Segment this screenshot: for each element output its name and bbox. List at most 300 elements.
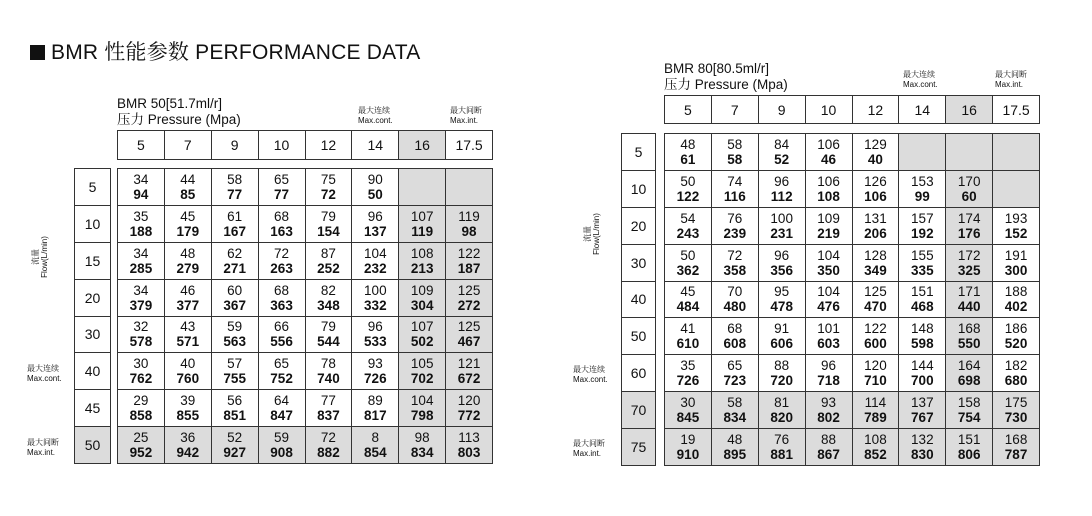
torque-value: 834	[410, 445, 434, 461]
flow-cell: 40	[622, 281, 656, 318]
speed-value: 34	[133, 282, 149, 298]
speed-value: 65	[274, 171, 290, 187]
torque-value: 845	[676, 410, 700, 426]
pressure-cell: 17.5	[993, 96, 1040, 124]
flow-row	[622, 170, 656, 207]
data-cell	[211, 353, 258, 390]
speed-value: 157	[911, 210, 934, 226]
bmr80-row-max-int-caption	[573, 439, 605, 459]
torque-value: 867	[817, 447, 840, 462]
speed-value: 107	[410, 319, 434, 335]
bmr50-max-int-en: Max.int.	[450, 116, 479, 125]
speed-value: 50	[680, 173, 696, 189]
data-cell	[446, 316, 493, 353]
speed-value: 122	[457, 245, 481, 261]
data-cell	[899, 392, 946, 429]
speed-value: 96	[774, 247, 790, 263]
data-cell	[711, 281, 758, 318]
flow-row	[75, 205, 111, 242]
speed-value: 58	[727, 136, 743, 152]
speed-value: 48	[680, 136, 696, 152]
speed-value: 108	[410, 245, 434, 261]
flow-row	[75, 316, 111, 353]
data-cell	[258, 390, 305, 427]
data-cell	[446, 390, 493, 427]
torque-value: 610	[676, 336, 700, 352]
pressure-cell: 16	[399, 131, 446, 160]
torque-value: 806	[957, 447, 981, 462]
speed-value: 35	[680, 358, 696, 374]
bmr50-pressure-label: 压力 Pressure (Mpa)	[117, 112, 241, 127]
torque-value: 726	[676, 373, 700, 389]
torque-value: 356	[770, 262, 793, 278]
data-cell	[946, 134, 993, 171]
data-cell	[164, 205, 211, 242]
pressure-header-row	[118, 131, 493, 160]
speed-value: 119	[458, 208, 480, 224]
data-cell	[446, 279, 493, 316]
data-cell	[352, 279, 399, 316]
data-cell	[352, 205, 399, 242]
torque-value: 349	[864, 262, 887, 278]
torque-value: 952	[129, 445, 153, 461]
torque-value: 116	[723, 188, 746, 204]
bmr80-col-max-int-caption	[995, 70, 1027, 90]
speed-value: 125	[864, 284, 887, 300]
speed-value: 168	[957, 321, 981, 337]
torque-value: 882	[317, 445, 340, 461]
table-row	[118, 242, 493, 279]
flow-cell: 45	[75, 390, 111, 427]
speed-value: 91	[774, 321, 790, 337]
data-cell	[758, 392, 805, 429]
flow-cell: 5	[622, 134, 656, 171]
speed-value: 125	[457, 282, 481, 298]
speed-value: 132	[911, 432, 934, 447]
speed-value: 44	[180, 171, 196, 187]
speed-value: 96	[367, 208, 383, 224]
data-cell	[665, 318, 712, 355]
flow-cell: 10	[622, 170, 656, 207]
speed-value: 70	[727, 284, 743, 300]
flow-row	[622, 318, 656, 355]
torque-value: 335	[911, 262, 934, 278]
speed-value: 56	[227, 393, 243, 409]
torque-value: 720	[770, 373, 793, 389]
data-cell	[446, 353, 493, 390]
data-cell	[758, 170, 805, 207]
data-cell	[118, 279, 165, 316]
speed-value: 96	[367, 319, 383, 335]
torque-value: 243	[676, 225, 700, 241]
bmr50-col-max-cont-caption	[358, 106, 393, 126]
bmr50-flow-en: Flow(L/min)	[40, 236, 49, 278]
pressure-cell: 17.5	[446, 131, 493, 160]
data-cell	[993, 318, 1040, 355]
data-cell	[665, 429, 712, 466]
torque-value: 603	[817, 336, 840, 352]
torque-value: 480	[723, 299, 747, 315]
speed-value: 104	[817, 284, 840, 300]
flow-cell: 50	[622, 318, 656, 355]
data-cell	[211, 390, 258, 427]
torque-value: 188	[129, 223, 153, 239]
torque-value: 608	[723, 336, 747, 352]
torque-value: 802	[817, 410, 840, 426]
flow-row	[75, 279, 111, 316]
torque-value: 798	[410, 408, 434, 424]
data-cell	[305, 427, 352, 464]
torque-value: 379	[129, 297, 153, 313]
data-cell	[805, 244, 852, 281]
data-cell	[258, 353, 305, 390]
data-cell	[711, 355, 758, 392]
speed-value: 104	[410, 393, 434, 409]
data-cell	[805, 281, 852, 318]
data-cell	[805, 134, 852, 171]
data-cell	[305, 205, 352, 242]
torque-value: 167	[223, 223, 246, 239]
data-cell	[211, 316, 258, 353]
bmr80-model-name: BMR 80[80.5ml/r]	[664, 61, 770, 76]
torque-value: 98	[461, 223, 477, 239]
data-cell	[805, 318, 852, 355]
flow-cell: 30	[622, 244, 656, 281]
torque-value: 772	[457, 408, 481, 424]
torque-value: 754	[957, 410, 981, 426]
bmr50-row-max-int-caption	[27, 438, 59, 458]
speed-value: 19	[680, 432, 696, 447]
data-cell	[305, 353, 352, 390]
speed-value: 60	[227, 282, 243, 298]
speed-value: 100	[770, 210, 793, 226]
data-cell	[665, 355, 712, 392]
torque-value: 363	[270, 297, 293, 313]
bmr50-max-int-cn: 最大间断	[450, 106, 482, 115]
torque-value: 187	[457, 260, 481, 276]
speed-value: 193	[1004, 210, 1028, 226]
speed-value: 57	[227, 356, 243, 372]
torque-value: 239	[723, 225, 747, 241]
pressure-cell: 7	[711, 96, 758, 124]
torque-value: 834	[723, 410, 747, 426]
bmr80-row-max-int-en: Max.int.	[573, 449, 602, 458]
data-cell	[946, 244, 993, 281]
speed-value: 34	[133, 245, 149, 261]
speed-value: 40	[180, 356, 196, 372]
data-cell	[118, 205, 165, 242]
data-cell	[946, 392, 993, 429]
bmr80-flow-cn: 流量	[583, 226, 592, 242]
speed-value: 65	[274, 356, 290, 372]
data-cell	[758, 244, 805, 281]
torque-value: 484	[676, 299, 700, 315]
bmr80-max-int-cn: 最大间断	[995, 70, 1027, 79]
torque-value: 760	[176, 371, 200, 387]
data-cell	[899, 355, 946, 392]
speed-value: 54	[680, 210, 696, 226]
data-cell	[946, 429, 993, 466]
bmr80-max-cont-cn: 最大连续	[903, 70, 935, 79]
speed-value: 186	[1004, 321, 1028, 337]
bmr50-row-max-cont-en: Max.cont.	[27, 374, 62, 383]
data-cell	[899, 170, 946, 207]
speed-value: 43	[180, 319, 196, 335]
torque-value: 163	[270, 223, 293, 239]
data-cell	[711, 318, 758, 355]
speed-value: 79	[320, 319, 336, 335]
speed-value: 79	[320, 208, 336, 224]
flow-row	[622, 429, 656, 466]
speed-value: 68	[274, 208, 290, 224]
torque-value: 52	[774, 151, 790, 167]
torque-value: 520	[1004, 336, 1028, 352]
speed-value: 36	[180, 430, 196, 446]
torque-value: 908	[270, 445, 293, 461]
torque-value: 219	[817, 225, 840, 241]
flow-cell: 60	[622, 355, 656, 392]
torque-value: 468	[911, 299, 934, 315]
data-cell	[352, 427, 399, 464]
flow-cell: 5	[75, 169, 111, 206]
torque-value: 698	[957, 373, 981, 389]
speed-value: 30	[680, 395, 696, 411]
data-cell	[852, 170, 899, 207]
data-cell	[852, 355, 899, 392]
speed-value: 50	[680, 247, 696, 263]
table-row	[665, 429, 1040, 466]
data-cell	[399, 427, 446, 464]
torque-value: 279	[176, 260, 200, 276]
data-cell	[399, 353, 446, 390]
torque-value: 476	[817, 299, 840, 315]
torque-value: 847	[270, 408, 293, 424]
torque-value: 152	[1004, 225, 1028, 241]
speed-value: 62	[227, 245, 243, 261]
torque-value: 192	[911, 225, 934, 241]
table-row	[665, 392, 1040, 429]
speed-value: 122	[864, 321, 887, 337]
speed-value: 30	[133, 356, 149, 372]
torque-value: 232	[364, 260, 387, 276]
torque-value: 710	[864, 373, 887, 389]
torque-value: 544	[317, 334, 340, 350]
torque-value: 855	[176, 408, 200, 424]
speed-value: 65	[727, 358, 743, 374]
flow-row	[622, 281, 656, 318]
data-cell	[352, 316, 399, 353]
speed-value: 168	[1004, 432, 1028, 447]
torque-value: 723	[723, 373, 747, 389]
data-cell	[164, 390, 211, 427]
data-cell	[758, 318, 805, 355]
data-cell	[946, 281, 993, 318]
torque-value: 895	[723, 447, 747, 462]
pressure-cell: 9	[211, 131, 258, 160]
flow-cell: 20	[622, 207, 656, 244]
torque-value: 99	[914, 188, 930, 204]
data-cell	[399, 169, 446, 206]
torque-value: 206	[864, 225, 887, 241]
pressure-cell: 10	[258, 131, 305, 160]
flow-row	[75, 390, 111, 427]
data-cell	[665, 392, 712, 429]
speed-value: 172	[957, 247, 981, 263]
data-cell	[946, 170, 993, 207]
flow-row	[75, 242, 111, 279]
torque-value: 46	[821, 151, 837, 167]
torque-value: 755	[223, 371, 246, 387]
bmr50-row-max-int-cn: 最大间断	[27, 438, 59, 447]
torque-value: 787	[1004, 447, 1028, 462]
flow-cell: 70	[622, 392, 656, 429]
flow-row	[622, 392, 656, 429]
data-cell	[852, 429, 899, 466]
torque-value: 767	[911, 410, 934, 426]
table-row	[118, 390, 493, 427]
speed-value: 58	[227, 171, 243, 187]
speed-value: 64	[274, 393, 290, 409]
speed-value: 82	[320, 282, 336, 298]
torque-value: 550	[957, 336, 981, 352]
speed-value: 75	[320, 171, 336, 187]
table-row	[665, 281, 1040, 318]
data-cell	[258, 169, 305, 206]
torque-value: 40	[867, 151, 883, 167]
torque-value: 851	[223, 408, 246, 424]
bmr80-row-max-cont-cn: 最大连续	[573, 365, 605, 374]
data-cell	[118, 427, 165, 464]
data-cell	[711, 207, 758, 244]
speed-value: 114	[864, 395, 887, 411]
torque-value: 77	[274, 186, 290, 202]
data-cell	[446, 205, 493, 242]
speed-value: 174	[957, 210, 981, 226]
data-cell	[711, 170, 758, 207]
speed-value: 171	[957, 284, 981, 300]
speed-value: 88	[774, 358, 790, 374]
data-cell	[946, 207, 993, 244]
data-cell	[993, 170, 1040, 207]
torque-value: 478	[770, 299, 793, 315]
flow-cell: 20	[75, 279, 111, 316]
data-cell	[164, 242, 211, 279]
speed-value: 72	[320, 430, 336, 446]
torque-value: 61	[680, 151, 696, 167]
bmr80-pressure-header	[664, 95, 1040, 124]
pressure-cell: 14	[352, 131, 399, 160]
speed-value: 96	[774, 173, 790, 189]
torque-value: 108	[817, 188, 840, 204]
speed-value: 109	[817, 210, 840, 226]
data-cell	[899, 244, 946, 281]
bmr80-flow-axis-label	[583, 194, 601, 274]
speed-value: 87	[320, 245, 336, 261]
bmr80-model-label	[664, 61, 788, 93]
torque-value: 578	[129, 334, 153, 350]
data-cell	[665, 170, 712, 207]
speed-value: 104	[817, 247, 840, 263]
torque-value: 726	[364, 371, 387, 387]
data-cell	[258, 205, 305, 242]
speed-value: 81	[774, 395, 790, 411]
speed-value: 45	[180, 208, 196, 224]
speed-value: 109	[410, 282, 434, 298]
speed-value: 120	[864, 358, 887, 374]
speed-value: 48	[727, 432, 743, 447]
torque-value: 213	[410, 260, 434, 276]
torque-value: 358	[723, 262, 747, 278]
speed-value: 88	[821, 432, 837, 447]
bmr50-flow-column	[74, 168, 111, 464]
speed-value: 72	[274, 245, 290, 261]
torque-value: 533	[364, 334, 387, 350]
speed-value: 129	[864, 136, 887, 152]
torque-value: 58	[727, 151, 743, 167]
data-cell	[118, 242, 165, 279]
speed-value: 68	[274, 282, 290, 298]
table-row	[118, 279, 493, 316]
speed-value: 128	[864, 247, 887, 263]
torque-value: 942	[176, 445, 200, 461]
pressure-cell: 14	[899, 96, 946, 124]
data-cell	[805, 207, 852, 244]
speed-value: 32	[133, 319, 149, 335]
data-cell	[352, 242, 399, 279]
speed-value: 120	[457, 393, 481, 409]
bmr50-row-max-cont-caption	[27, 364, 62, 384]
speed-value: 25	[133, 430, 149, 446]
data-cell	[758, 134, 805, 171]
torque-value: 60	[961, 188, 977, 204]
data-cell	[305, 316, 352, 353]
torque-value: 176	[957, 225, 981, 241]
table-row	[665, 318, 1040, 355]
speed-value: 46	[180, 282, 196, 298]
data-cell	[211, 279, 258, 316]
data-cell	[711, 392, 758, 429]
torque-value: 820	[770, 410, 793, 426]
speed-value: 101	[817, 321, 840, 337]
torque-value: 752	[270, 371, 293, 387]
data-cell	[993, 281, 1040, 318]
speed-value: 48	[180, 245, 196, 261]
speed-value: 93	[367, 356, 383, 372]
flow-cell: 15	[75, 242, 111, 279]
flow-row	[75, 427, 111, 464]
speed-value: 96	[821, 358, 837, 374]
speed-value: 78	[320, 356, 336, 372]
data-cell	[211, 242, 258, 279]
data-cell	[899, 429, 946, 466]
data-cell	[805, 429, 852, 466]
data-cell	[711, 134, 758, 171]
speed-value: 121	[457, 356, 481, 372]
torque-value: 881	[770, 447, 793, 462]
data-cell	[805, 170, 852, 207]
data-cell	[899, 134, 946, 171]
torque-value: 910	[676, 447, 700, 462]
bmr50-row-max-int-en: Max.int.	[27, 448, 56, 457]
data-cell	[258, 316, 305, 353]
flow-row	[622, 244, 656, 281]
speed-value: 106	[817, 136, 840, 152]
torque-value: 231	[770, 225, 793, 241]
data-cell	[852, 207, 899, 244]
data-cell	[899, 281, 946, 318]
torque-value: 858	[129, 408, 153, 424]
speed-value: 144	[911, 358, 934, 374]
